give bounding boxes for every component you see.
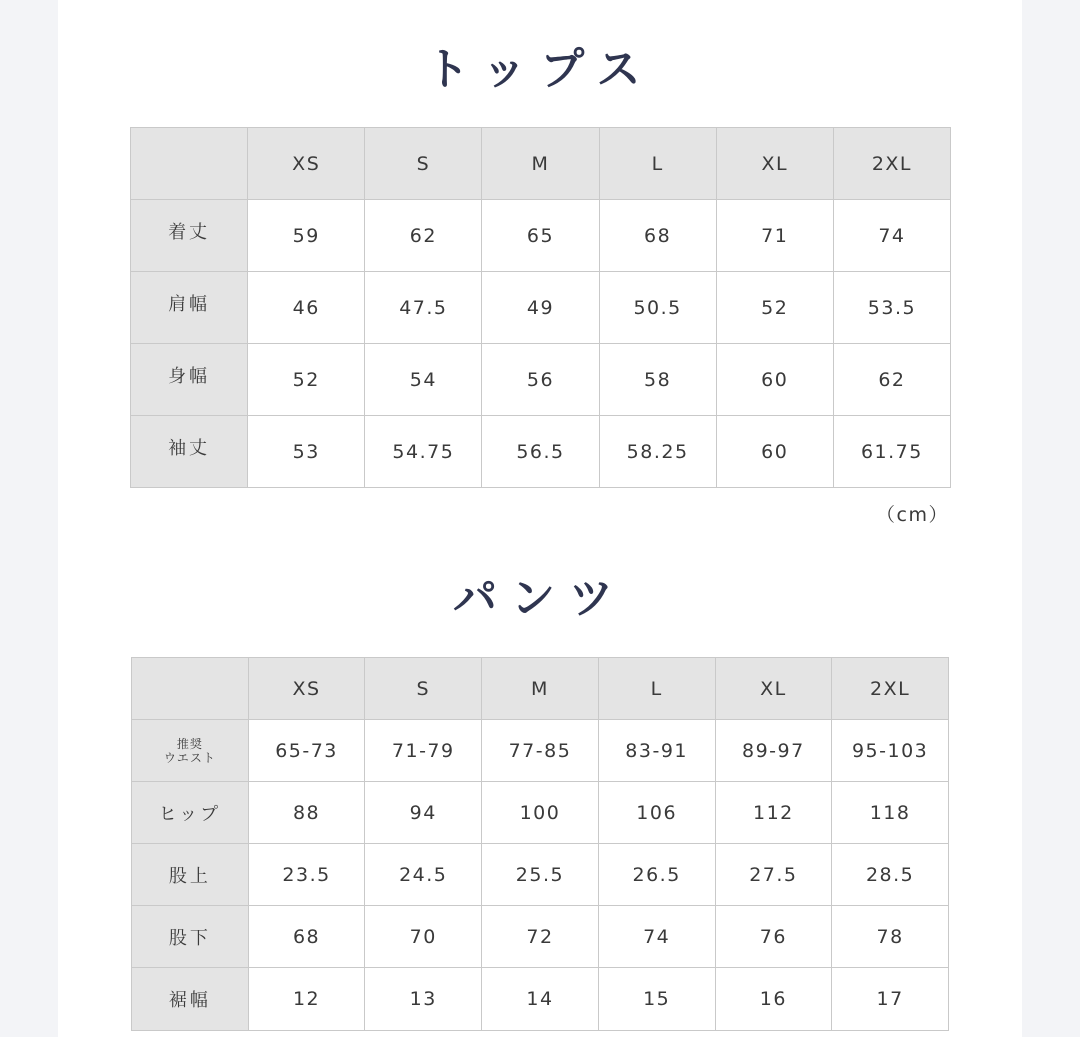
table-cell: 12 [248, 968, 365, 1031]
table-header-row [132, 658, 949, 720]
table-cell: 47.5 [365, 272, 482, 344]
row-label: 袖丈 [131, 416, 248, 488]
table-cell: 83-91 [598, 720, 715, 782]
size-chart-page [58, 0, 1022, 1037]
table-row [132, 844, 949, 906]
row-label: 身幅 [131, 344, 248, 416]
table-cell: 71 [716, 200, 833, 272]
table-cell: 70 [365, 906, 482, 968]
table-cell: 52 [716, 272, 833, 344]
table-cell: 95-103 [832, 720, 949, 782]
table-cell: 50.5 [599, 272, 716, 344]
table-header-row [131, 128, 951, 200]
table-cell: 74 [833, 200, 950, 272]
table-row [132, 720, 949, 782]
column-header-xs: XS [248, 658, 365, 720]
table-cell: 62 [365, 200, 482, 272]
table-cell: 77-85 [482, 720, 599, 782]
table-cell: 118 [832, 782, 949, 844]
table-row [132, 906, 949, 968]
column-header-xl: XL [715, 658, 832, 720]
table-cell: 100 [482, 782, 599, 844]
table-cell: 17 [832, 968, 949, 1031]
row-label: 股下 [132, 906, 249, 968]
column-header-s: S [365, 658, 482, 720]
table-cell: 74 [598, 906, 715, 968]
table-cell: 94 [365, 782, 482, 844]
row-label [132, 720, 249, 782]
table-cell: 68 [599, 200, 716, 272]
tops-title: トップス [425, 44, 655, 95]
table-cell: 56.5 [482, 416, 599, 488]
table-cell: 88 [248, 782, 365, 844]
table-cell: 89-97 [715, 720, 832, 782]
row-label-line: 推奨 [176, 736, 203, 751]
column-header-xs: XS [248, 128, 365, 200]
table-cell: 13 [365, 968, 482, 1031]
column-header-l: L [599, 128, 716, 200]
table-cell: 58 [599, 344, 716, 416]
table-cell: 60 [716, 344, 833, 416]
table-cell: 71-79 [365, 720, 482, 782]
row-label: 肩幅 [131, 272, 248, 344]
tops-size-table [130, 127, 951, 488]
column-header-m: M [482, 128, 599, 200]
column-header-xl: XL [716, 128, 833, 200]
column-header-l: L [598, 658, 715, 720]
row-label: ヒップ [132, 782, 249, 844]
table-cell: 59 [248, 200, 365, 272]
column-header-s: S [365, 128, 482, 200]
table-cell: 52 [248, 344, 365, 416]
column-header-2xl: 2XL [833, 128, 950, 200]
table-row [131, 200, 951, 272]
row-label: 着丈 [131, 200, 248, 272]
table-corner-cell [131, 128, 248, 200]
table-cell: 15 [598, 968, 715, 1031]
table-cell: 54.75 [365, 416, 482, 488]
table-cell: 24.5 [365, 844, 482, 906]
column-header-m: M [482, 658, 599, 720]
table-row [132, 968, 949, 1031]
table-cell: 65 [482, 200, 599, 272]
table-cell: 23.5 [248, 844, 365, 906]
pants-size-table [131, 657, 949, 1031]
table-cell: 16 [715, 968, 832, 1031]
table-cell: 106 [598, 782, 715, 844]
table-cell: 25.5 [482, 844, 599, 906]
row-label-line: ウエスト [163, 750, 216, 765]
table-cell: 65-73 [248, 720, 365, 782]
table-cell: 78 [832, 906, 949, 968]
row-label: 股上 [132, 844, 249, 906]
row-label: 裾幅 [132, 968, 249, 1031]
table-row [131, 416, 951, 488]
table-cell: 14 [482, 968, 599, 1031]
table-cell: 28.5 [832, 844, 949, 906]
table-cell: 72 [482, 906, 599, 968]
table-cell: 27.5 [715, 844, 832, 906]
table-cell: 61.75 [833, 416, 950, 488]
table-cell: 54 [365, 344, 482, 416]
column-header-2xl: 2XL [832, 658, 949, 720]
table-cell: 49 [482, 272, 599, 344]
unit-label: （cm） [876, 504, 949, 526]
table-cell: 60 [716, 416, 833, 488]
table-cell: 46 [248, 272, 365, 344]
table-row [132, 782, 949, 844]
pants-title: パンツ [453, 573, 627, 624]
table-cell: 56 [482, 344, 599, 416]
table-cell: 76 [715, 906, 832, 968]
table-cell: 62 [833, 344, 950, 416]
table-row [131, 272, 951, 344]
table-cell: 58.25 [599, 416, 716, 488]
table-cell: 112 [715, 782, 832, 844]
table-cell: 53 [248, 416, 365, 488]
table-corner-cell [132, 658, 249, 720]
table-cell: 26.5 [598, 844, 715, 906]
table-cell: 68 [248, 906, 365, 968]
table-cell: 53.5 [833, 272, 950, 344]
table-row [131, 344, 951, 416]
